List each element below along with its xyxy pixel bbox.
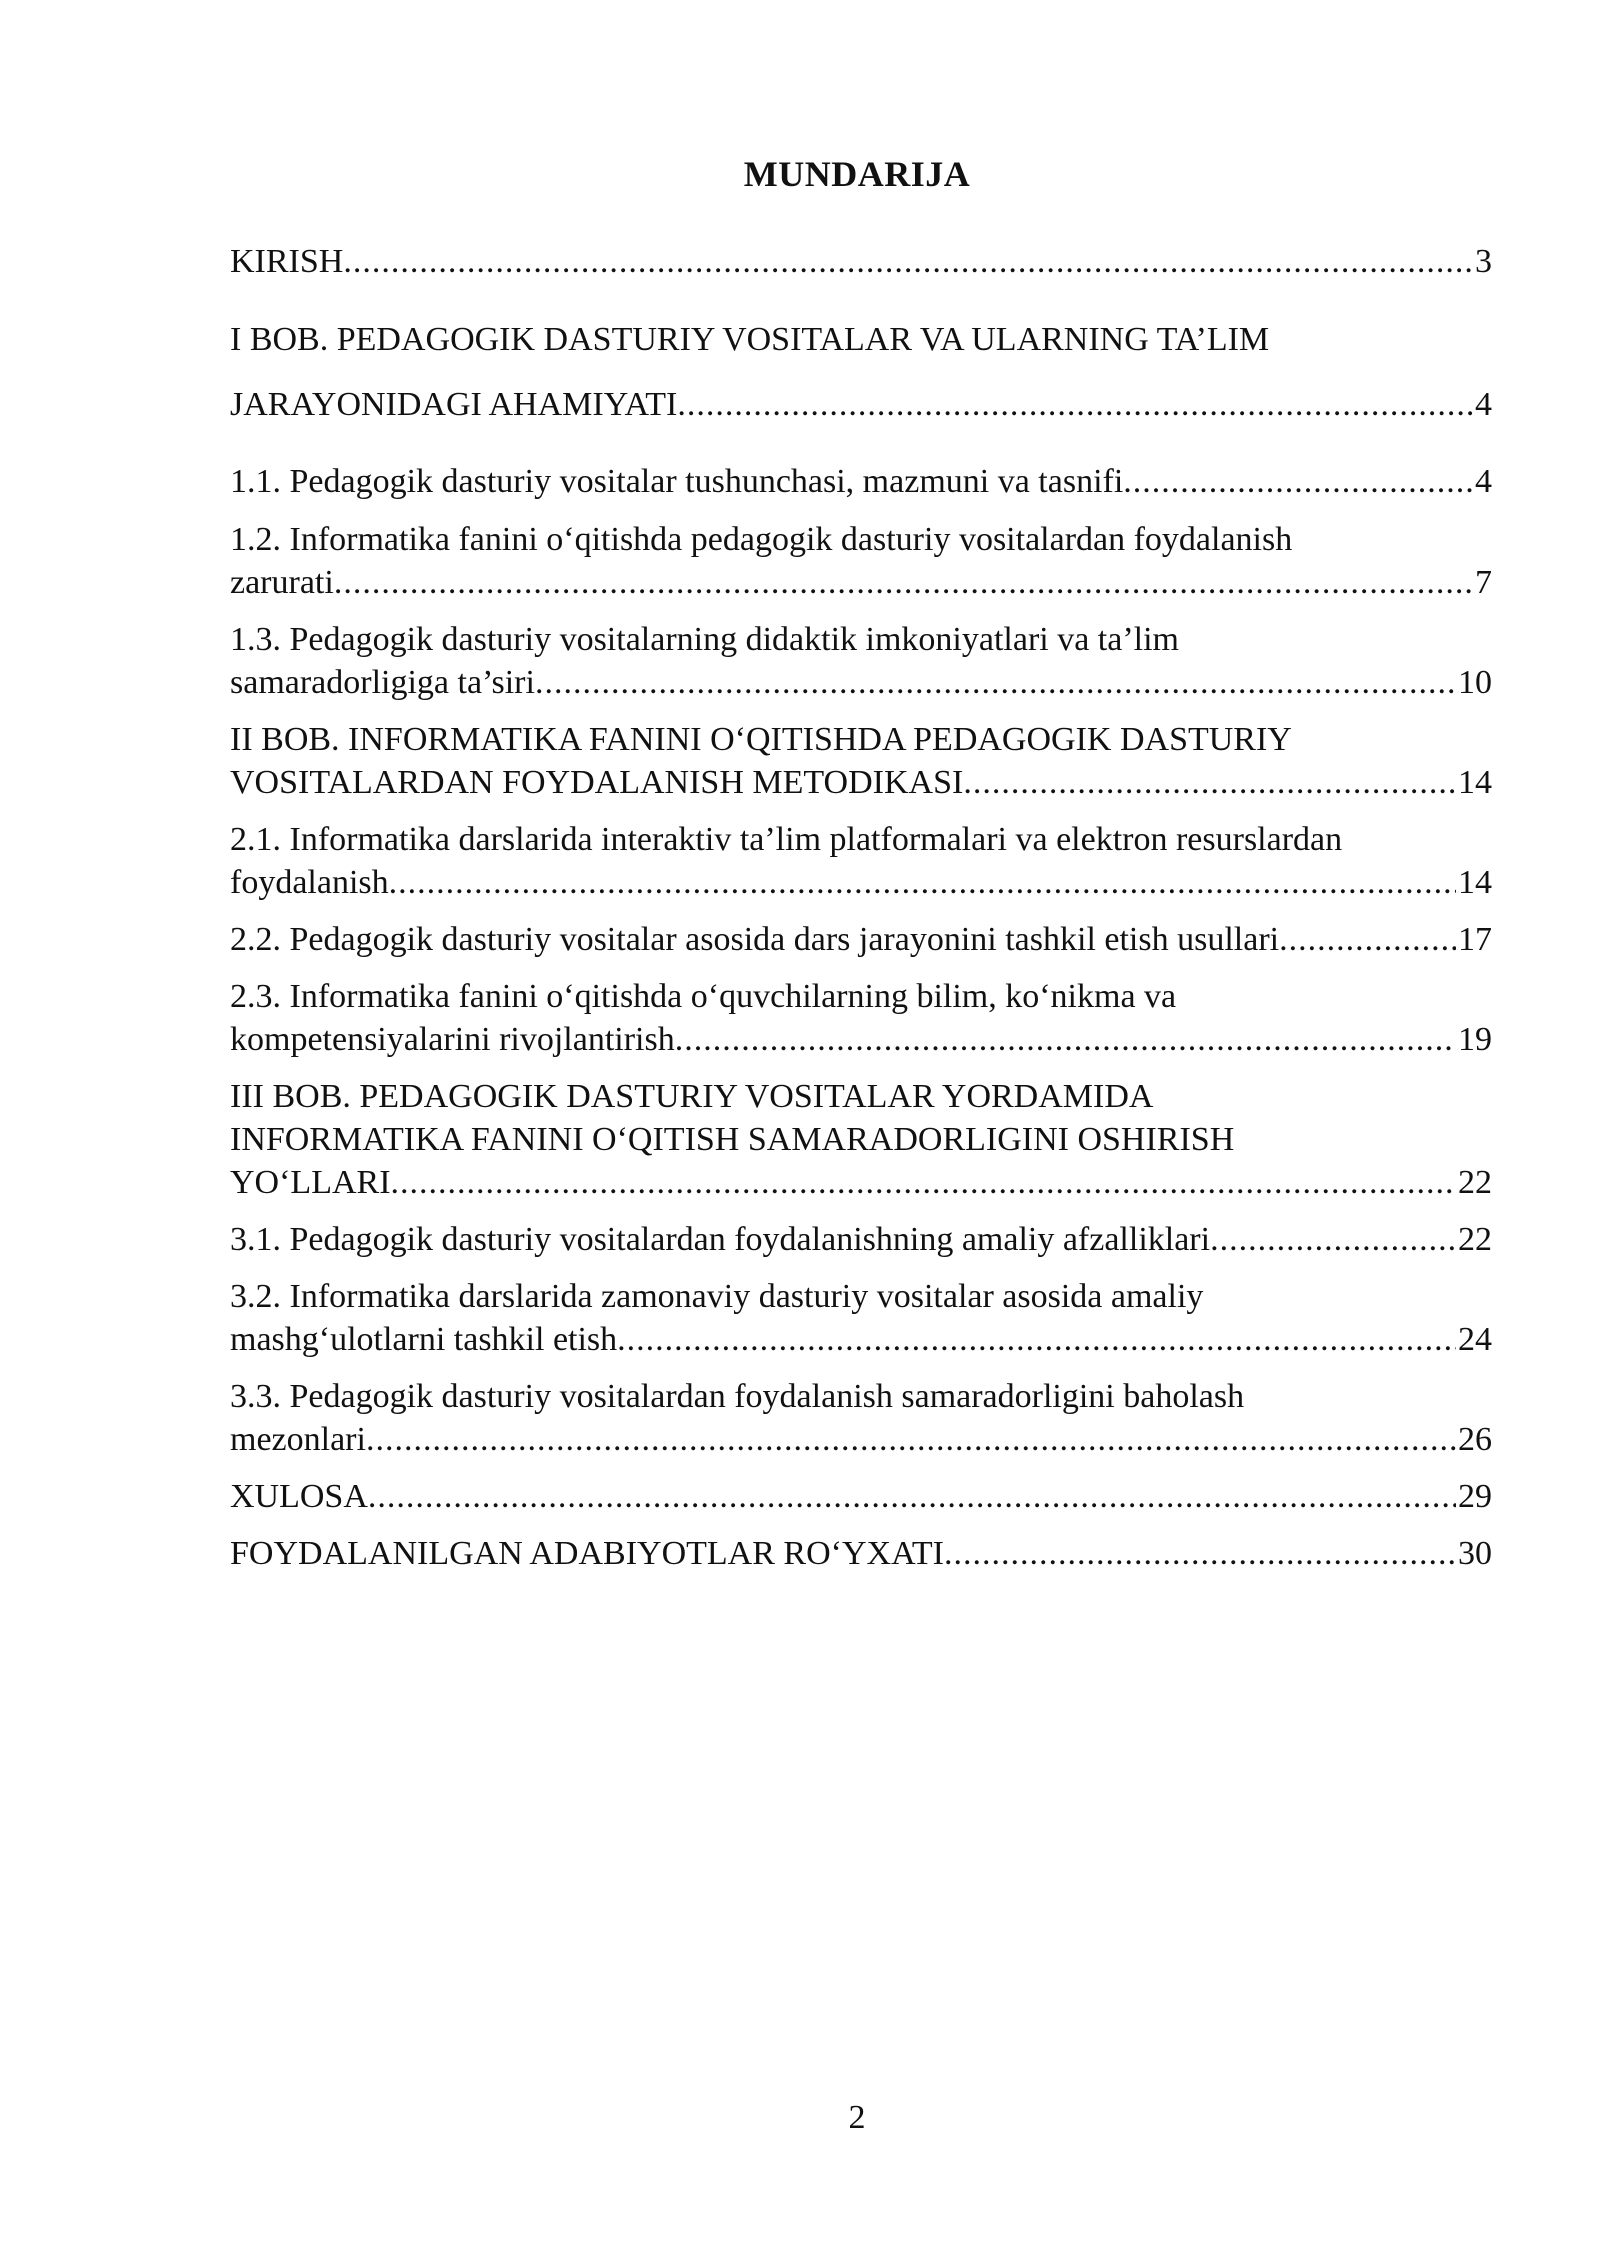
toc-page-number: 26 — [1458, 1421, 1492, 1458]
toc-entry-1-1[interactable] — [230, 460, 1492, 503]
toc-page-number: 7 — [1475, 564, 1492, 601]
toc-page-number: 30 — [1458, 1535, 1492, 1572]
leader-dots — [1279, 918, 1456, 961]
toc-entry-text: foydalanish — [230, 864, 389, 901]
toc-entry-heading-line: 1.2. Informatika fanini o‘qitishda pedagogik dasturiy vositalardan foydalanish — [230, 521, 1293, 558]
toc-entry-xulosa[interactable] — [230, 1475, 1492, 1518]
leader-dots — [963, 761, 1456, 804]
toc-page-number: 3 — [1475, 243, 1492, 280]
leader-dots — [334, 561, 1473, 604]
leader-dots — [343, 240, 1473, 283]
leader-dots — [535, 661, 1456, 704]
toc-entry-heading-line: III BOB. PEDAGOGIK DASTURIY VOSITALAR YORDAMIDA — [230, 1078, 1154, 1115]
toc-entry-text: 1.1. Pedagogik dasturiy vositalar tushunchasi, mazmuni va tasnifi — [230, 463, 1124, 500]
toc-entry-kirish[interactable] — [230, 240, 1492, 283]
toc-entry-text: VOSITALARDAN FOYDALANISH METODIKASI — [230, 764, 964, 801]
toc-entry-chapter-2[interactable] — [230, 718, 1492, 804]
page-title: MUNDARIJA — [743, 154, 971, 194]
toc-entry-chapter-1[interactable] — [230, 318, 1492, 361]
toc-entry-3-2[interactable] — [230, 1275, 1492, 1361]
toc-entry-text: XULOSA — [230, 1478, 368, 1515]
page-number: 2 — [848, 2099, 866, 2136]
toc-entry-heading-line: 2.1. Informatika darslarida interaktiv ta’lim platformalari va elektron resurslardan — [230, 821, 1343, 858]
toc-entry-heading-line: II BOB. INFORMATIKA FANINI O‘QITISHDA PEDAGOGIK DASTURIY — [230, 721, 1292, 758]
toc-entry-heading-line-2: INFORMATIKA FANINI O‘QITISH SAMARADORLIGINI OSHIRISH — [230, 1121, 1235, 1158]
toc-entry-1-3[interactable] — [230, 618, 1492, 704]
leader-dots — [1123, 460, 1473, 503]
toc-entry-text: kompetensiyalarini rivojlantirish — [230, 1021, 675, 1058]
leader-dots — [677, 383, 1473, 426]
toc-page-number: 10 — [1458, 664, 1492, 701]
toc-entry-heading-line: 1.3. Pedagogik dasturiy vositalarning didaktik imkoniyatlari va ta’lim — [230, 621, 1179, 658]
toc-entry-heading-line: 2.3. Informatika fanini o‘qitishda o‘quvchilarning bilim, ko‘nikma va — [230, 978, 1177, 1015]
toc-entry-heading-line: 3.2. Informatika darslarida zamonaviy dasturiy vositalar asosida amaliy — [230, 1278, 1204, 1315]
toc-entry-references[interactable] — [230, 1532, 1492, 1575]
toc-entry-2-1[interactable] — [230, 818, 1492, 904]
toc-page-number: 24 — [1458, 1321, 1492, 1358]
toc-entry-3-1[interactable] — [230, 1218, 1492, 1261]
leader-dots — [617, 1318, 1456, 1361]
leader-dots — [391, 1161, 1456, 1204]
toc-page-number: 22 — [1458, 1221, 1492, 1258]
toc-entry-chapter-1-cont[interactable] — [230, 383, 1492, 426]
toc-entry-text: samaradorligiga ta’siri — [230, 664, 535, 701]
toc-entry-text: JARAYONIDAGI AHAMIYATI — [230, 386, 678, 423]
toc-entry-text: 3.1. Pedagogik dasturiy vositalardan foydalanishning amaliy afzalliklari — [230, 1221, 1211, 1258]
leader-dots — [366, 1418, 1456, 1461]
toc-page-number: 14 — [1458, 864, 1492, 901]
toc-page-number: 4 — [1475, 386, 1492, 423]
toc-entry-text: zarurati — [230, 564, 334, 601]
toc-page-number: 19 — [1458, 1021, 1492, 1058]
leader-dots — [368, 1475, 1456, 1518]
toc-entry-heading-line: 3.3. Pedagogik dasturiy vositalardan foydalanish samaradorligini baholash — [230, 1378, 1245, 1415]
toc-entry-2-3[interactable] — [230, 975, 1492, 1061]
toc-page-number: 22 — [1458, 1164, 1492, 1201]
toc-entry-2-2[interactable] — [230, 918, 1492, 961]
toc-entry-text: FOYDALANILGAN ADABIYOTLAR RO‘YXATI — [230, 1535, 944, 1572]
toc-entry-heading-line: I BOB. PEDAGOGIK DASTURIY VOSITALAR VA ULARNING TA’LIM — [230, 321, 1270, 358]
toc-entry-3-3[interactable] — [230, 1375, 1492, 1461]
leader-dots — [675, 1018, 1456, 1061]
toc-page-number: 4 — [1475, 463, 1492, 500]
toc-page-number: 29 — [1458, 1478, 1492, 1515]
toc-entry-1-2[interactable] — [230, 518, 1492, 604]
toc-entry-text: 2.2. Pedagogik dasturiy vositalar asosida dars jarayonini tashkil etish usullari — [230, 921, 1280, 958]
toc-page-number: 14 — [1458, 764, 1492, 801]
leader-dots — [944, 1532, 1456, 1575]
toc-entry-chapter-3[interactable] — [230, 1075, 1492, 1204]
toc-page-number: 17 — [1458, 921, 1492, 958]
leader-dots — [389, 861, 1456, 904]
leader-dots — [1210, 1218, 1456, 1261]
toc-entry-text: mashg‘ulotlarni tashkil etish — [230, 1321, 618, 1358]
toc-entry-text: YO‘LLARI — [230, 1164, 391, 1201]
toc-entry-text: KIRISH — [230, 243, 344, 280]
toc-entry-text: mezonlari — [230, 1421, 366, 1458]
